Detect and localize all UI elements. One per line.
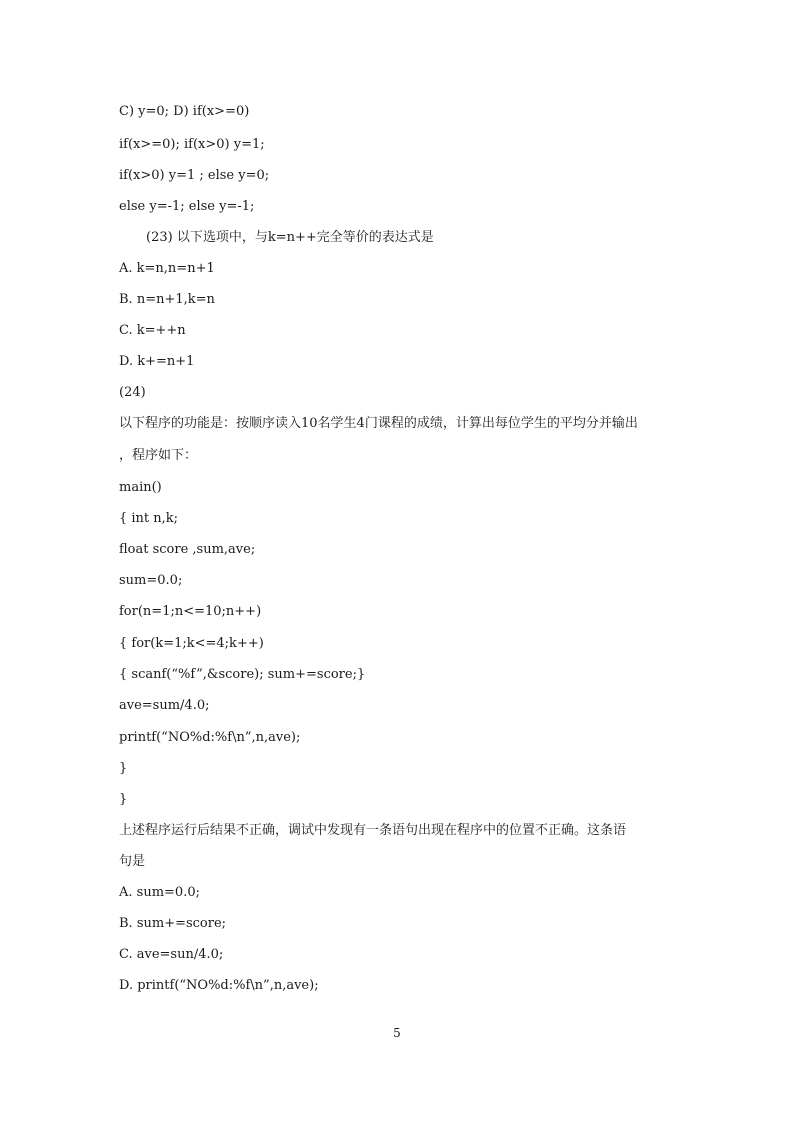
text-line-code: if(x>=0); if(x>0) y=1;	[119, 137, 265, 152]
question-23-option-d: D. k+=n+1	[119, 354, 195, 369]
question-24-option-b: B. sum+=score;	[119, 916, 227, 931]
code-line: for(n=1;n<=10;n++)	[119, 604, 262, 619]
question-24-prompt-continued: 句是	[119, 854, 146, 869]
code-line: float score ,sum,ave;	[119, 542, 256, 557]
question-24-option-d: D. printf(“NO%d:%f\n”,n,ave);	[119, 978, 319, 993]
question-24-number: (24)	[119, 385, 146, 400]
code-line: }	[119, 761, 128, 776]
code-line: { scanf(“%f”,&score); sum+=score;}	[119, 667, 366, 682]
question-24-stem: 以下程序的功能是：按顺序读入10名学生4门课程的成绩，计算出每位学生的平均分并输出	[119, 416, 638, 431]
code-line: printf(“NO%d:%f\n”,n,ave);	[119, 730, 301, 745]
text-line-code: else y=-1; else y=-1;	[119, 199, 255, 214]
question-24-stem-continued: ，程序如下：	[119, 448, 198, 463]
text-line-code: if(x>0) y=1 ; else y=0;	[119, 168, 270, 183]
page-number: 5	[393, 1026, 401, 1040]
code-line: { int n,k;	[119, 511, 179, 526]
code-line: }	[119, 792, 128, 807]
question-23-option-c: C. k=++n	[119, 323, 186, 338]
code-line: main()	[119, 480, 162, 495]
question-24-option-a: A. sum=0.0;	[119, 885, 200, 900]
question-24-option-c: C. ave=sun/4.0;	[119, 947, 224, 962]
code-line: { for(k=1;k<=4;k++)	[119, 636, 264, 651]
question-24-prompt: 上述程序运行后结果不正确，调试中发现有一条语句出现在程序中的位置不正确。这条语	[119, 823, 627, 838]
code-line: ave=sum/4.0;	[119, 698, 210, 713]
question-23-option-a: A. k=n,n=n+1	[119, 261, 215, 276]
question-23-option-b: B. n=n+1,k=n	[119, 292, 215, 307]
code-line: sum=0.0;	[119, 573, 183, 588]
question-23-stem: (23) 以下选项中，与k=n++完全等价的表达式是	[146, 230, 434, 245]
text-line-option-c-d: C) y=0; D) if(x>=0)	[119, 104, 250, 119]
